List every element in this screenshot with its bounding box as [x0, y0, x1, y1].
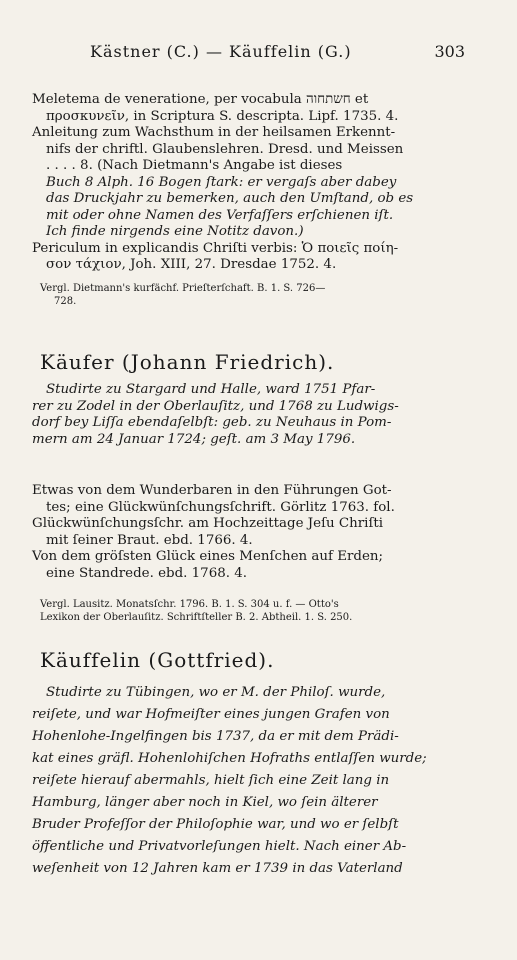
text-line: Anleitung zum Wachsthum in der heilsamen Erkennt- [32, 125, 396, 140]
entry-kaeufer-note [40, 598, 465, 624]
text-line: προσκυνεῖν, in Scriptura S. descripta. Lipf. 1735. 4. [46, 108, 399, 124]
text-line: reiſete hierauf abermahls, hielt ſich eine Zeit lang in [32, 773, 390, 788]
text-line: weſenheit von 12 Jahren kam er 1739 in das Vaterland [32, 861, 403, 876]
text-line: eine Standrede. ebd. 1768. 4. [46, 565, 248, 581]
entry-kaestner-note [40, 282, 465, 308]
text-line: dorf bey Liſſa ebendaſelbſt: geb. zu Neuhaus in Pom- [32, 415, 392, 430]
text-line: Bruder Profeſſor der Philoſophie war, und wo er ſelbſt [32, 817, 399, 832]
running-title: Kästner (C.) — Käuffelin (G.) [90, 42, 352, 61]
text-line: σον τάχιον, Joh. XIII, 27. Dresdae 1752. 4. [46, 257, 337, 272]
entry-heading-kaeuffelin: Käuffelin (Gottfried). [40, 648, 275, 672]
text-line: Studirte zu Stargard und Halle, ward 1751 Pfar- [46, 382, 376, 397]
text-line: Periculum in explicandis Chriſti verbis: Ὁ ποιεῖς ποίη- [32, 240, 399, 256]
text-line: Hamburg, länger aber noch in Kiel, wo ſein älterer [32, 795, 378, 810]
entry-kaeuffelin-bio [32, 682, 457, 880]
text-line: mern am 24 Januar 1724; geſt. am 3 May 1796. [32, 431, 356, 447]
text-line: reiſete, und war Hofmeiſter eines jungen Grafen von [32, 707, 390, 722]
text-line: nifs der chriftl. Glaubenslehren. Dresd. und Meissen [46, 141, 404, 157]
text-line: tes; eine Glückwünſchungsſchrift. Görlitz 1763. fol. [46, 499, 395, 515]
note-line: 728. [54, 296, 77, 307]
page-number: 303 [434, 42, 465, 61]
note-line: Lexikon der Oberlauſitz. Schriftſteller B. 2. Abtheil. 1. S. 250. [40, 612, 353, 623]
text-line: Hohenlohe-Ingelfingen bis 1737, da er mit dem Prädi- [32, 729, 399, 744]
text-line: Ich finde nirgends eine Notitz davon.) [46, 224, 304, 239]
text-line: Etwas von dem Wunderbaren in den Führungen Got- [32, 483, 392, 498]
text-line: rer zu Zodel in der Oberlauſitz, und 1768 zu Ludwigs- [32, 398, 399, 414]
text-line: Buch 8 Alph. 16 Bogen ſtark: er vergaſs aber dabey [46, 174, 397, 190]
entry-heading-kaeufer: Käufer (Johann Friedrich). [40, 350, 335, 374]
text-line: mit oder ohne Namen des Verfaſſers erſchienen iſt. [46, 207, 394, 223]
text-line: öffentliche und Privatvorleſungen hielt. Nach einer Ab- [32, 839, 407, 854]
text-line: . . . . 8. (Nach Dietmann's Angabe ist dieses [46, 158, 343, 173]
text-line: Von dem gröſsten Glück eines Menſchen auf Erden; [32, 549, 384, 564]
text-line: Studirte zu Tübingen, wo er M. der Philoſ. wurde, [46, 685, 386, 700]
page-header [0, 40, 517, 80]
text-line: Meletema de veneratione, per vocabula חשתחוה et [32, 92, 369, 107]
text-line: kat eines gräfl. Hohenlohiſchen Hofraths entlaſſen wurde; [32, 751, 427, 766]
note-line: Vergl. Lausitz. Monatsſchr. 1796. B. 1. S. 304 u. f. — Otto's [40, 599, 339, 610]
entry-kaeufer-bio [32, 382, 457, 448]
note-line: Vergl. Dietmann's kurfächf. Prieſterſchaft. B. 1. S. 726— [40, 283, 326, 294]
text-line: das Druckjahr zu bemerken, auch den Umſtand, ob es [46, 191, 414, 206]
entry-kaestner-works [32, 92, 457, 274]
text-line: Glückwünſchungsſchr. am Hochzeittage Jeſu Chriſti [32, 516, 384, 531]
text-line: mit ſeiner Braut. ebd. 1766. 4. [46, 532, 253, 548]
entry-kaeufer-works [32, 483, 457, 582]
